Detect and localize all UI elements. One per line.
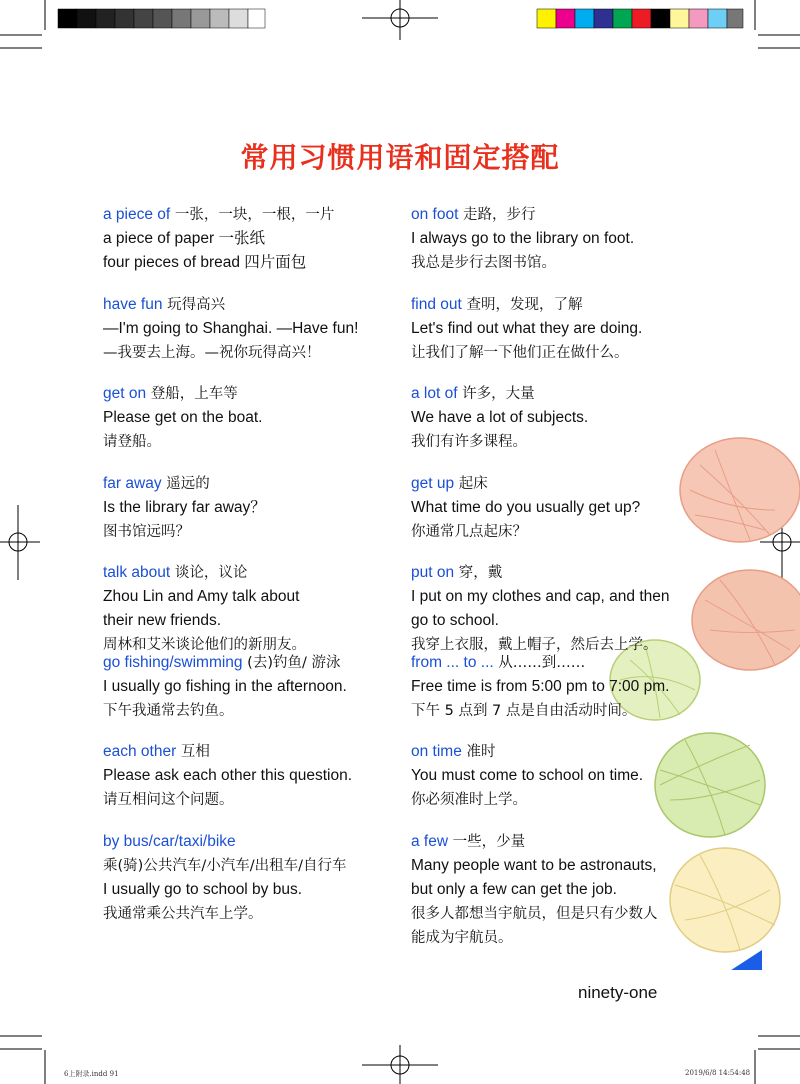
example-line: 下午我通常去钓鱼。	[103, 702, 234, 719]
phrase-entry	[411, 472, 711, 562]
phrase-meaning: 许多，大量	[457, 386, 535, 402]
phrase-meaning: 一张，一块，一根，一片	[170, 207, 335, 223]
phrase-term: by bus/car/taxi/bike	[103, 832, 236, 850]
phrase-meaning: (去)钓鱼/ 游泳	[242, 654, 341, 671]
phrase-term: on foot	[411, 206, 459, 223]
example-line: 请登船。	[103, 434, 161, 450]
phrase-term: have fun	[103, 295, 163, 313]
example-line: 图书馆远吗？	[103, 523, 190, 540]
phrase-heading	[103, 203, 403, 227]
phrase-term: go fishing/swimming	[103, 653, 243, 671]
example-line: 我穿上衣服，戴上帽子，然后去上学。	[411, 637, 658, 653]
page-title: 常用习惯用语和固定搭配	[240, 141, 560, 174]
phrase-meaning: 互相	[176, 744, 210, 760]
phrase-entry	[103, 830, 403, 920]
phrase-meaning: 起床	[454, 475, 488, 492]
example-line: 让我们了解一下他们正在做什么。	[411, 344, 629, 361]
example-line: I usually go fishing in the afternoon.	[103, 677, 347, 695]
phrase-heading	[411, 382, 711, 406]
phrase-meaning: 查明，发现，了解	[461, 296, 583, 313]
example-line: Let's find out what they are doing.	[411, 319, 643, 337]
phrase-meaning: 谈论，议论	[170, 565, 248, 581]
phrase-heading	[103, 293, 403, 317]
example-line: go to school.	[411, 612, 499, 629]
page-number-triangle	[685, 950, 762, 970]
phrase-heading	[411, 651, 711, 675]
phrase-entry	[103, 651, 403, 741]
page-number-word: ninety-one	[578, 983, 658, 1002]
phrase-term: a few	[411, 832, 449, 850]
phrase-term: each other	[103, 743, 177, 760]
example-line: Free time is from 5:00 pm to 7:00 pm.	[411, 677, 670, 695]
phrase-heading	[411, 830, 711, 854]
timestamp-slug: 2019/6/8 14:54:48	[685, 1069, 751, 1077]
phrase-heading	[103, 651, 403, 675]
example-line: 周林和艾米谈论他们的新朋友。	[103, 637, 306, 653]
phrase-entry	[411, 561, 711, 651]
example-line: What time do you usually get up?	[411, 498, 641, 516]
example-line: 请互相问这个问题。	[103, 792, 234, 808]
phrase-meaning: 走路，步行	[458, 207, 536, 223]
example-line: We have a lot of subjects.	[411, 409, 589, 426]
phrase-term: a lot of	[411, 385, 458, 402]
phrase-term: put on	[411, 564, 455, 581]
phrase-heading	[411, 293, 711, 317]
example-line: Please ask each other this question.	[103, 767, 353, 784]
example-line: a piece of paper 一张纸	[103, 230, 265, 247]
phrase-term: talk about	[103, 564, 171, 581]
right-phrase-column	[411, 203, 711, 946]
phrase-heading	[411, 740, 711, 764]
phrase-meaning: 玩得高兴	[162, 296, 226, 313]
phrase-heading	[411, 561, 711, 585]
example-line: —我要去上海。—祝你玩得高兴！	[103, 344, 321, 361]
phrase-entry	[411, 830, 711, 946]
example-line: You must come to school on time.	[411, 767, 644, 784]
example-line: 下午 5 点到 7 点是自由活动时间。	[411, 702, 637, 719]
left-phrase-column	[103, 203, 403, 922]
phrase-heading	[103, 830, 403, 854]
example-line: but only a few can get the job.	[411, 880, 617, 898]
phrase-meaning: 准时	[461, 744, 496, 760]
example-line: 能成为宇航员。	[411, 929, 513, 946]
phrase-term: get on	[103, 385, 147, 402]
example-line: Many people want to be astronauts,	[411, 856, 657, 874]
phrase-entry	[411, 293, 711, 383]
example-line: 我通常乘公共汽车上学。	[103, 905, 263, 922]
example-line: four pieces of bread 四片面包	[103, 254, 307, 271]
example-line: I usually go to school by bus.	[103, 880, 303, 898]
phrase-term: from ... to ...	[411, 653, 494, 671]
phrase-term: far away	[103, 474, 162, 492]
phrase-entry	[103, 382, 403, 472]
phrase-term: find out	[411, 295, 462, 313]
phrase-term: get up	[411, 474, 455, 492]
phrase-term: a piece of	[103, 206, 171, 223]
phrase-term: on time	[411, 743, 462, 760]
phrase-heading	[103, 382, 403, 406]
phrase-heading	[411, 472, 711, 496]
example-line: 你必须准时上学。	[411, 792, 527, 808]
page-number: 91	[711, 978, 745, 1008]
phrase-entry	[103, 561, 403, 651]
example-line: 你通常几点起床？	[411, 523, 527, 540]
phrase-entry	[411, 740, 711, 830]
phrase-meaning: 穿，戴	[454, 565, 503, 581]
example-line: their new friends.	[103, 612, 222, 629]
phrase-heading	[103, 561, 403, 585]
example-line: I always go to the library on foot.	[411, 230, 635, 247]
example-line: —I'm going to Shanghai. —Have fun!	[103, 319, 359, 337]
phrase-meaning: 一些，少量	[448, 833, 526, 850]
phrase-entry	[411, 382, 711, 472]
phrase-entry	[103, 203, 403, 293]
example-line: 我们有许多课程。	[411, 434, 527, 450]
example-line: Zhou Lin and Amy talk about	[103, 588, 300, 605]
phrase-meaning: 登船，上车等	[146, 386, 238, 402]
phrase-heading	[103, 472, 403, 496]
example-line: 乘(骑)公共汽车/小汽车/出租车/自行车	[103, 857, 347, 874]
phrase-entry	[103, 293, 403, 383]
phrase-meaning: 从……到……	[493, 654, 586, 671]
example-line: Is the library far away？	[103, 498, 266, 516]
example-line: I put on my clothes and cap, and then	[411, 588, 670, 605]
phrase-entry	[411, 203, 711, 293]
file-slug: 6上附录.indd 91	[64, 1070, 119, 1078]
phrase-meaning: 遥远的	[161, 475, 210, 492]
phrase-heading	[411, 203, 711, 227]
phrase-heading	[103, 740, 403, 764]
phrase-entry	[411, 651, 711, 741]
example-line: Please get on the boat.	[103, 409, 263, 426]
example-line: 我总是步行去图书馆。	[411, 255, 556, 271]
phrase-entry	[103, 472, 403, 562]
phrase-entry	[103, 740, 403, 830]
example-line: 很多人都想当宇航员，但是只有少数人	[411, 905, 658, 922]
